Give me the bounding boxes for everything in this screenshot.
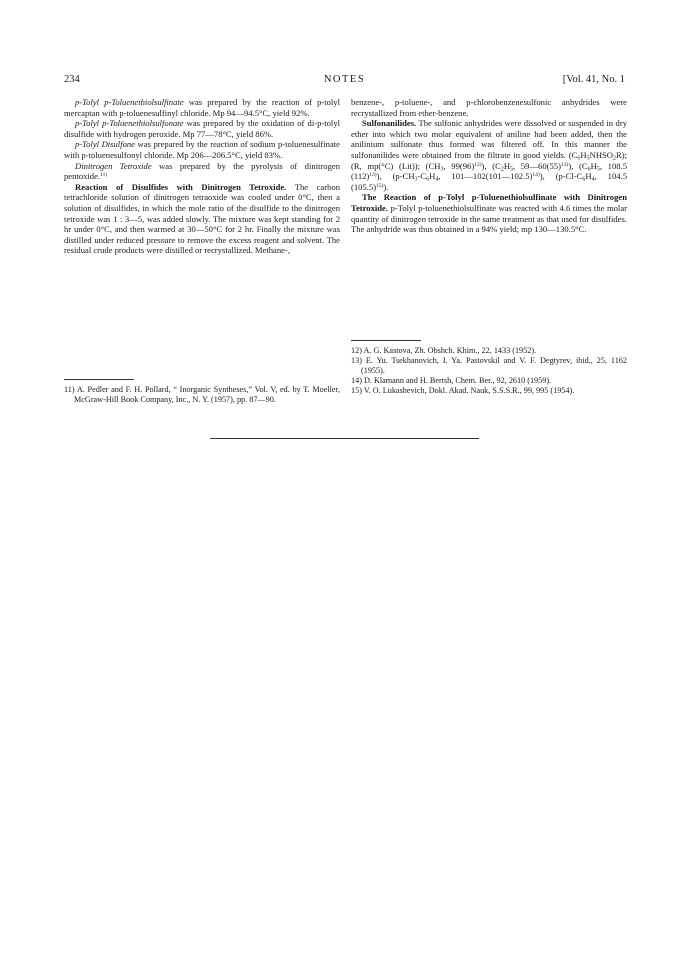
paragraph-text: was prepared by the reaction of p-tolyl mercaptan with p-toluenesulfinyl chloride. Mp 94—94.5°C, yield 92%. — [64, 97, 340, 118]
section-heading: Reaction of Disulfides with Dinitrogen Tetroxide. — [75, 181, 287, 192]
left-footnotes — [64, 385, 340, 405]
reference-marker: 11) — [100, 172, 108, 179]
footnote: 14) D. Klamann and H. Bertsh, Chem. Ber., 92, 2610 (1959). — [351, 376, 552, 385]
end-of-article-rule — [210, 438, 479, 439]
subscript: 6 — [587, 166, 591, 173]
text-run: , 59—60(55) — [513, 160, 561, 171]
reference-marker: 14) — [532, 172, 540, 179]
paragraph — [64, 182, 340, 256]
paragraph — [351, 118, 627, 192]
text-run: H — [590, 160, 597, 171]
page-number: 234 — [64, 74, 80, 85]
page-header — [64, 74, 625, 88]
text-run: -C — [417, 171, 427, 182]
text-run: R); (R, mp(°C) (Lit)); (CH — [351, 149, 627, 171]
text-run: , 104.5 (105.5) — [351, 171, 627, 192]
subscript: 4 — [591, 176, 595, 183]
subscript: 3 — [414, 176, 418, 183]
section-heading: Sulfonanilides. — [362, 118, 417, 129]
text-run: ). — [383, 181, 389, 192]
left-column — [64, 97, 340, 256]
footnote-divider — [64, 379, 134, 380]
paragraph-text: was prepared by the oxidation of di-p-tolyl disulfide with hydrogen peroxide. Mp 77—78°C, yield 86%. — [64, 118, 340, 139]
paragraph — [64, 97, 340, 118]
text-run: H — [580, 149, 587, 160]
footnote: 15) V. O. Lukashevich, Dokl. Akad. Nauk, S.S.S.R., 99, 995 (1954). — [351, 386, 575, 395]
paragraph — [351, 192, 627, 234]
text-run: The sulfonic anhydrides were dissolved or suspended in dry ether into which two molar equivalent of aniline had been added, then the anilinium sulfonate thus formed was filtered off. In this manner the sulfonanilides were obtained from the filtrate in good yields. (C — [351, 118, 627, 160]
text-run: ), (p-CH — [376, 171, 415, 182]
subscript: 2 — [500, 166, 504, 173]
text-run: ), (C — [481, 160, 501, 171]
compound-name: Dinitrogen Tetroxide — [75, 160, 152, 171]
subscript: 6 — [577, 155, 581, 162]
paragraph-text: p-Tolyl p-toluenethiolsulfinate was reacted with 4.6 times the molar quantity of dinitrogen tetroxide in the same treatment as that used for disulfides. The anhydride was thus obtained in a 94% yield; mp 130—130.5°C. — [351, 202, 627, 235]
footnote: 11) A. Pedler and F. H. Pollard, “ Inorganic Syntheses,” Vol. V, ed. by T. Moeller, McGraw-Hill Book Company, Inc., N. Y. (1957), pp. 87—90. — [64, 385, 340, 404]
paragraph — [64, 139, 340, 160]
subscript: 4 — [435, 176, 439, 183]
paragraph-text: was prepared by the pyrolysis of dinitrogen pentoxide. — [64, 160, 340, 182]
subscript: 5 — [596, 166, 600, 173]
subscript: 2 — [613, 155, 617, 162]
text-run: , 101—102(101—102.5) — [438, 171, 533, 182]
text-run: ), (C — [568, 160, 588, 171]
paragraph-text: was prepared by the reaction of sodium p-toluenesulfinate with p-toluenesulfonyl chloride. Mp 206—206.5°C, yield 83%. — [64, 139, 340, 160]
compound-name: p-Tolyl Disulfone — [75, 139, 135, 150]
reference-marker: 12) — [474, 161, 482, 168]
text-run: NHSO — [589, 149, 614, 160]
text-run: H — [429, 171, 436, 182]
volume-info: [Vol. 41, No. 1 — [562, 74, 625, 85]
reference-marker: 13) — [369, 172, 377, 179]
subscript: 6 — [426, 176, 430, 183]
compound-name: p-Tolyl p-Toluenethiolsulfonate — [75, 118, 184, 129]
right-footnotes — [351, 346, 627, 396]
paragraph: benzene-, p-toluene-, and p-chlorobenzenesulfonic anhydrides were recrystallized from ether-benzene. — [351, 97, 627, 118]
subscript: 5 — [510, 166, 514, 173]
text-run: , 108.5 (112) — [351, 160, 627, 182]
section-title: NOTES — [323, 74, 366, 85]
right-column — [351, 97, 627, 235]
reference-marker: 13) — [560, 161, 569, 168]
compound-name: p-Tolyl p-Toluenethiolsulfinate — [75, 97, 184, 107]
text-run: H — [585, 171, 592, 182]
paragraph — [64, 118, 340, 139]
text-run: , 99(96) — [443, 160, 475, 171]
footnote: 12) A. G. Kastova, Zh. Obshch. Khim., 22, 1433 (1952). — [351, 346, 537, 355]
reference-marker: 15) — [376, 182, 384, 189]
section-heading: The Reaction of p-Tolyl p-Toluenethiolsulfinate with Dinitrogen Tetroxide. — [351, 192, 627, 213]
text-run: ), (p-Cl-C — [539, 171, 583, 182]
footnote: 13) E. Yu. Tsekhanovich, I. Ya. Pastovskil and V. F. Degtyrev, ibid., 25, 1162 (1955). — [351, 356, 627, 375]
subscript: 3 — [440, 166, 444, 173]
footnote-divider — [351, 340, 421, 341]
subscript: 5 — [586, 155, 590, 162]
paragraph — [64, 161, 340, 182]
subscript: 6 — [582, 176, 586, 183]
text-run: H — [503, 160, 511, 171]
paragraph-text: The carbon tetrachloride solution of dinitrogen tetraoxide was cooled under 0°C, then a solution of disulfides, in which the mole ratio of the disulfide to the dinitrogen tetroxide was 1 : 3—5, was added slowly. The mixture was kept standing for 2 hr under 0°C, and then warmed at 30—50°C for 2 hr. Finally the mixture was distilled under reduced pressure to remove the excess reagent and solvent. The residual crude products were distilled or recrystallized. Methane-, — [64, 181, 340, 256]
